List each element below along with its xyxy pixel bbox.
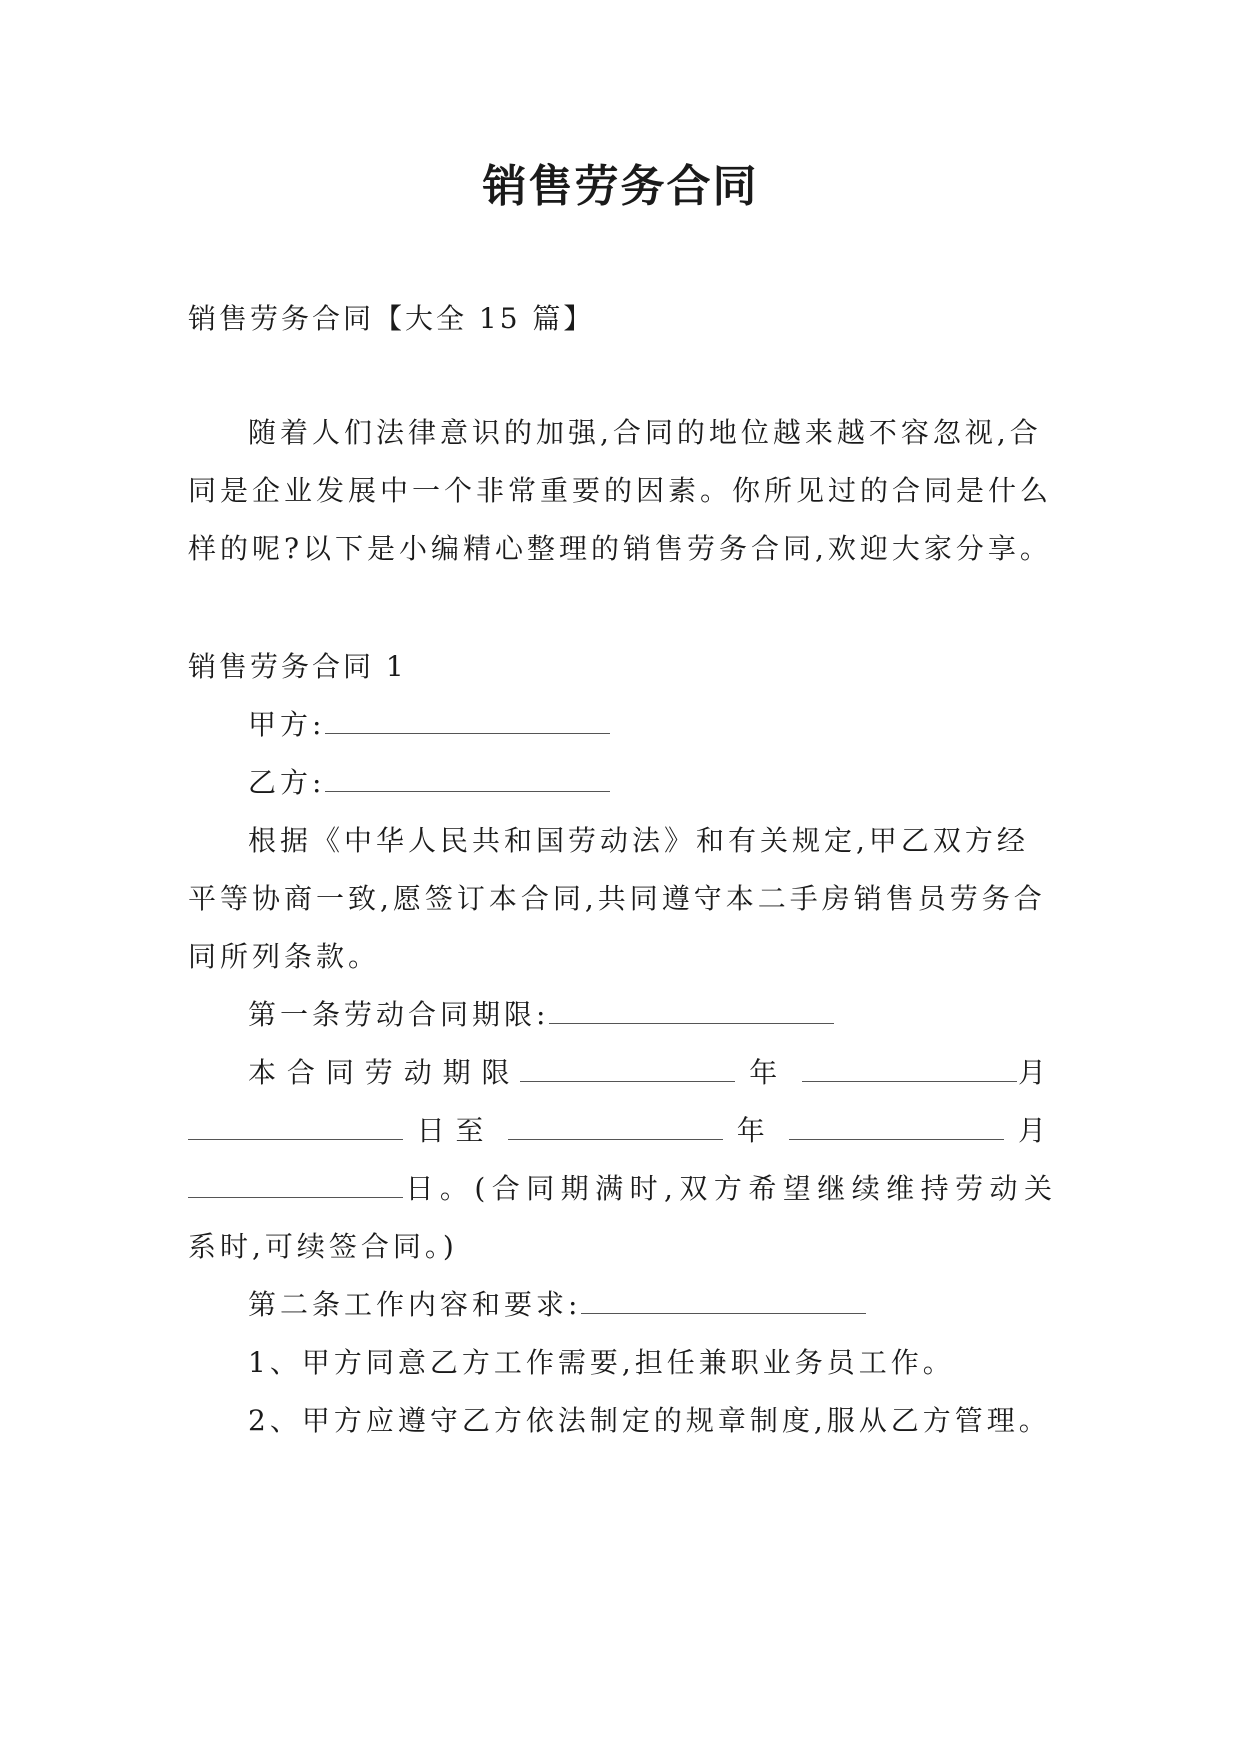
term-end-year-label: 年 xyxy=(736,1114,776,1147)
document-title: 销售劳务合同 xyxy=(482,161,759,212)
term-end-month-blank xyxy=(789,1109,1004,1140)
term-continuation: 系时,可续签合同。) xyxy=(188,1230,458,1263)
party-b-line xyxy=(188,754,1056,812)
party-a-blank xyxy=(325,703,610,734)
term-start-year-blank xyxy=(520,1051,735,1082)
term-end-year-blank xyxy=(508,1109,723,1140)
item-2: 2、甲方应遵守乙方依法制定的规章制度,服从乙方管理。 xyxy=(248,1404,1051,1437)
document-subtitle: 销售劳务合同【大全 15 篇】 xyxy=(188,302,595,335)
term-line-3 xyxy=(188,1160,1056,1218)
term-line-1 xyxy=(188,1044,1056,1102)
term-end-day-text: 日。(合同期满时,双方希望继续维持劳动关 xyxy=(403,1172,1056,1205)
term-start-month-blank xyxy=(802,1051,1017,1082)
party-b-label: 乙方: xyxy=(248,766,326,799)
section-heading: 销售劳务合同 1 xyxy=(188,650,407,683)
party-a-line xyxy=(188,696,1056,754)
party-a-label: 甲方: xyxy=(248,708,326,741)
term-start-year-label: 年 xyxy=(749,1056,789,1089)
term-end-day-blank xyxy=(188,1167,403,1198)
article-1-label: 第一条劳动合同期限: xyxy=(248,998,550,1031)
intro-paragraph: 随着人们法律意识的加强,合同的地位越来越不容忽视,合同是企业发展中一个非常重要的因素。你所见过的合同是什么样的呢?以下是小编精心整理的销售劳务合同,欢迎大家分享。 xyxy=(188,416,1053,565)
article-2-line xyxy=(188,1276,1056,1334)
article-2-blank xyxy=(581,1283,866,1314)
term-line-2 xyxy=(188,1102,1056,1160)
term-start-month-label: 月 xyxy=(1017,1056,1056,1089)
article-2-label: 第二条工作内容和要求: xyxy=(248,1288,582,1321)
basis-paragraph: 根据《中华人民共和国劳动法》和有关规定,甲乙双方经平等协商一致,愿签订本合同,共同遵守本二手房销售员劳务合同所列条款。 xyxy=(188,824,1046,973)
term-end-month-label: 月 xyxy=(1017,1114,1056,1147)
article-1-line xyxy=(188,986,1056,1044)
article-1-blank xyxy=(549,993,834,1024)
term-day-to-label: 日至 xyxy=(416,1114,495,1147)
party-b-blank xyxy=(325,761,610,792)
term-start-day-blank xyxy=(188,1109,403,1140)
term-prefix: 本合同劳动期限 xyxy=(248,1056,521,1089)
document-body xyxy=(188,290,1056,1450)
item-1: 1、甲方同意乙方工作需要,担任兼职业务员工作。 xyxy=(248,1346,955,1379)
